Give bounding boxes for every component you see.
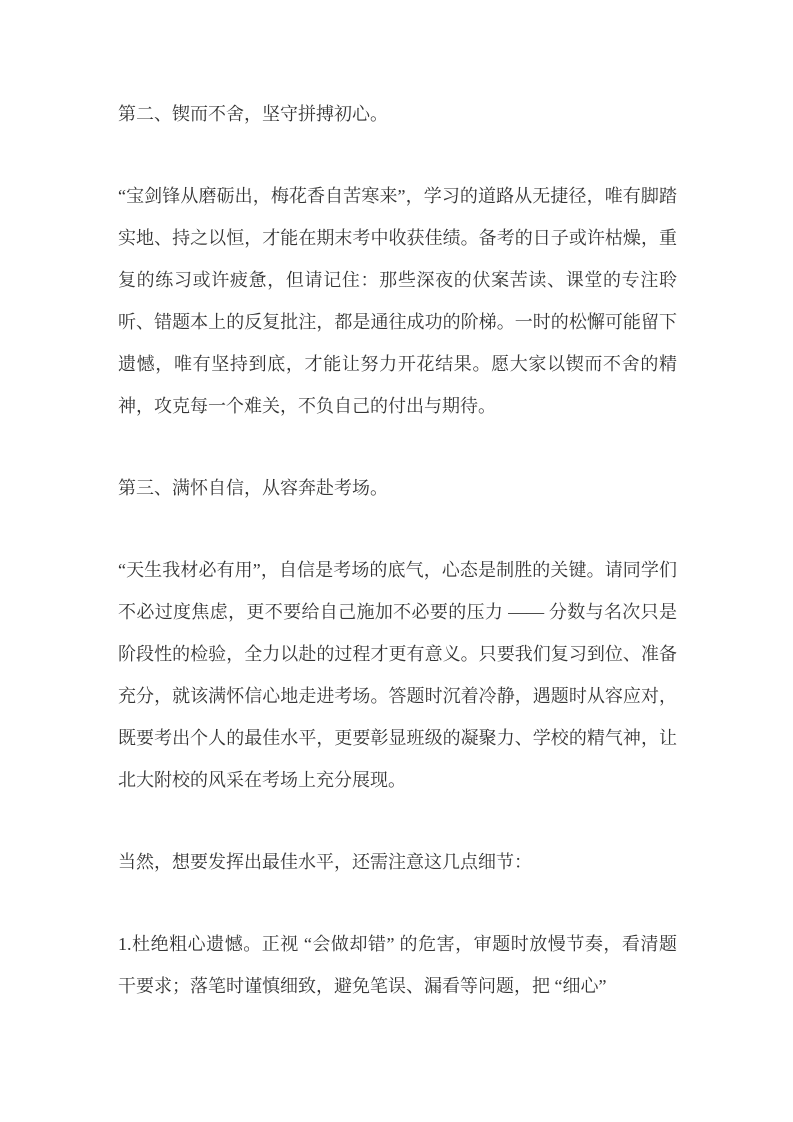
paragraph: 1.杜绝粗心遗憾。正视 “会做却错” 的危害，审题时放慢节奏，看清题干要求；落笔时谨慎细致，避免笔误、漏看等问题，把 “细心” bbox=[118, 934, 677, 996]
section-heading: 第三、满怀自信，从容奔赴考场。 bbox=[118, 478, 388, 498]
paragraph: “宝剑锋从磨砺出，梅花香自苦寒来”，学习的道路从无捷径，唯有脚踏实地、持之以恒，才能在期末考中收获佳绩。备考的日子或许枯燥，重复的练习或许疲惫，但请记住：那些深夜的伏案苦读、课堂的专注聆听、错题本上的反复批注，都是通往成功的阶梯。一时的松懈可能留下遗憾，唯有坚持到底，才能让努力开花结果。愿大家以锲而不舍的精神，攻克每一个难关，不负自己的付出与期待。 bbox=[118, 186, 677, 416]
paragraph: 当然，想要发挥出最佳水平，还需注意这几点细节： bbox=[118, 852, 532, 872]
paragraph: “天生我材必有用”，自信是考场的底气，心态是制胜的关键。请同学们不必过度焦虑，更不要给自己施加不必要的压力 —— 分数与名次只是阶段性的检验，全力以赴的过程才更有意义。只要我们复习到位、准备充分，就该满怀信心地走进考场。答题时沉着冷静，遇题时从容应对，既要考出个人的最佳水平，更要彰显班级的凝聚力、学校的精气神，让北大附校的风采在考场上充分展现。 bbox=[118, 560, 677, 790]
document-content bbox=[118, 93, 677, 1007]
section-heading: 第二、锲而不舍，坚守拼搏初心。 bbox=[118, 104, 388, 124]
